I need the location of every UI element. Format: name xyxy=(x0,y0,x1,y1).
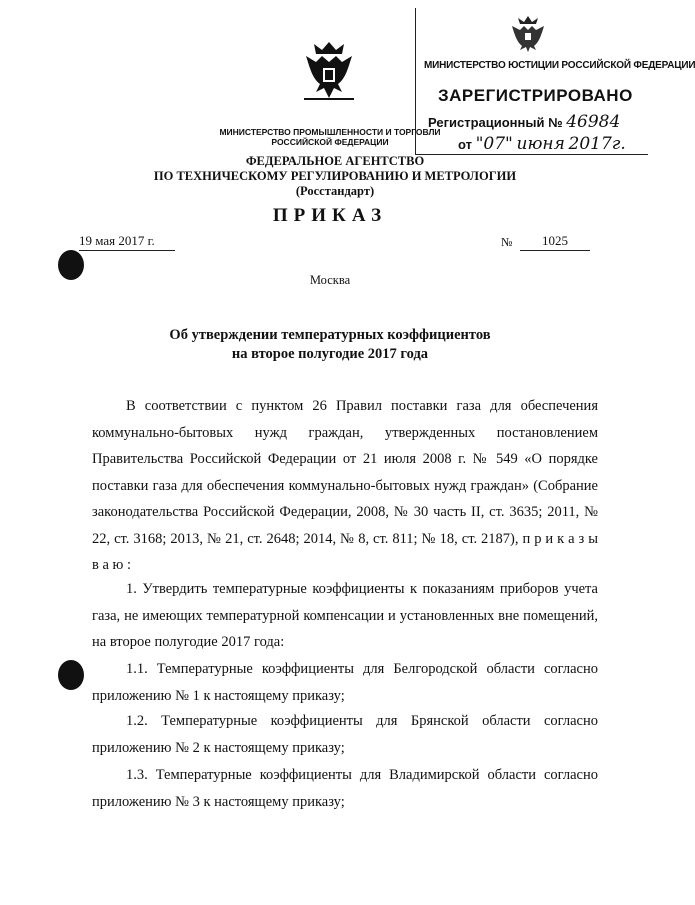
agency-line-2: ПО ТЕХНИЧЕСКОМУ РЕГУЛИРОВАНИЮ И МЕТРОЛОГИИ xyxy=(153,169,517,183)
order-city: Москва xyxy=(309,273,351,287)
stamp-reg-number: 46984 xyxy=(566,112,621,132)
stamp-date-day: "07" xyxy=(475,134,513,154)
ministry-line-1: МИНИСТЕРСТВО ПРОМЫШЛЕННОСТИ И ТОРГОВЛИ xyxy=(219,127,441,137)
punch-hole-top xyxy=(58,250,84,280)
stamp-registered-label: ЗАРЕГИСТРИРОВАНО xyxy=(438,86,633,105)
ministry-header xyxy=(215,127,445,147)
subject-line-1: Об утверждении температурных коэффициентов xyxy=(169,327,491,343)
body-paragraph-item-1-1: 1.1. Температурные коэффициенты для Белгородской области согласно приложению № 1 к настоящему приказу; xyxy=(92,661,598,704)
body-paragraph-item-1-2: 1.2. Температурные коэффициенты для Брянской области согласно приложению № 2 к настоящему приказу; xyxy=(92,713,598,756)
order-number: 1025 xyxy=(520,233,590,251)
body-paragraph-item-1: 1. Утвердить температурные коэффициенты к показаниям приборов учета газа, не имеющих температурной компенсации и установленных вне помещений, на второе полугодие 2017 года: xyxy=(92,581,598,650)
punch-hole-bottom xyxy=(58,660,84,690)
stamp-date-year: 2017г. xyxy=(568,134,626,154)
agency-line-1: ФЕДЕРАЛЬНОЕ АГЕНТСТВО xyxy=(245,154,425,168)
stamp-reg-label: Регистрационный № xyxy=(428,115,563,130)
stamp-emblem xyxy=(508,14,548,52)
agency-header xyxy=(140,154,530,199)
stamp-date-prefix: от xyxy=(458,137,472,152)
ministry-line-2: РОССИЙСКОЙ ФЕДЕРАЦИИ xyxy=(271,137,389,147)
stamp-registration-line xyxy=(428,112,620,132)
subject-line-2: на второе полугодие 2017 года xyxy=(231,346,429,362)
stamp-date-month: июня xyxy=(516,134,565,154)
order-subject xyxy=(160,326,500,364)
stamp-ministry-name: МИНИСТЕРСТВО ЮСТИЦИИ РОССИЙСКОЙ ФЕДЕРАЦИИ xyxy=(424,60,695,71)
coat-of-arms-emblem xyxy=(300,38,358,104)
order-title: ПРИКАЗ xyxy=(272,205,388,226)
agency-line-3: (Росстандарт) xyxy=(295,184,375,198)
registration-stamp xyxy=(415,8,695,155)
stamp-date-line xyxy=(458,134,626,154)
body-paragraph-item-1-3: 1.3. Температурные коэффициенты для Владимирской области согласно приложению № 3 к настоящему приказу; xyxy=(92,767,598,810)
order-date: 19 мая 2017 г. xyxy=(79,233,175,251)
order-number-label: № xyxy=(501,235,513,249)
body-paragraph-preamble: В соответствии с пунктом 26 Правил поставки газа для обеспечения коммунально-бытовых нужд граждан, утвержденных постановлением Правительства Российской Федерации от 21 июля 2008 г. № 549 «О порядке поставки газа для обеспечения коммунально-бытовых нужд граждан» (Собрание законодательства Российской Федерации, 2008, № 30 часть II, ст. 3635; 2011, № 22, ст. 3168; 2013, № 21, ст. 2648; 2014, № 8, ст. 811; № 18, ст. 2187), п р и к а з ы в а ю : xyxy=(92,398,598,573)
